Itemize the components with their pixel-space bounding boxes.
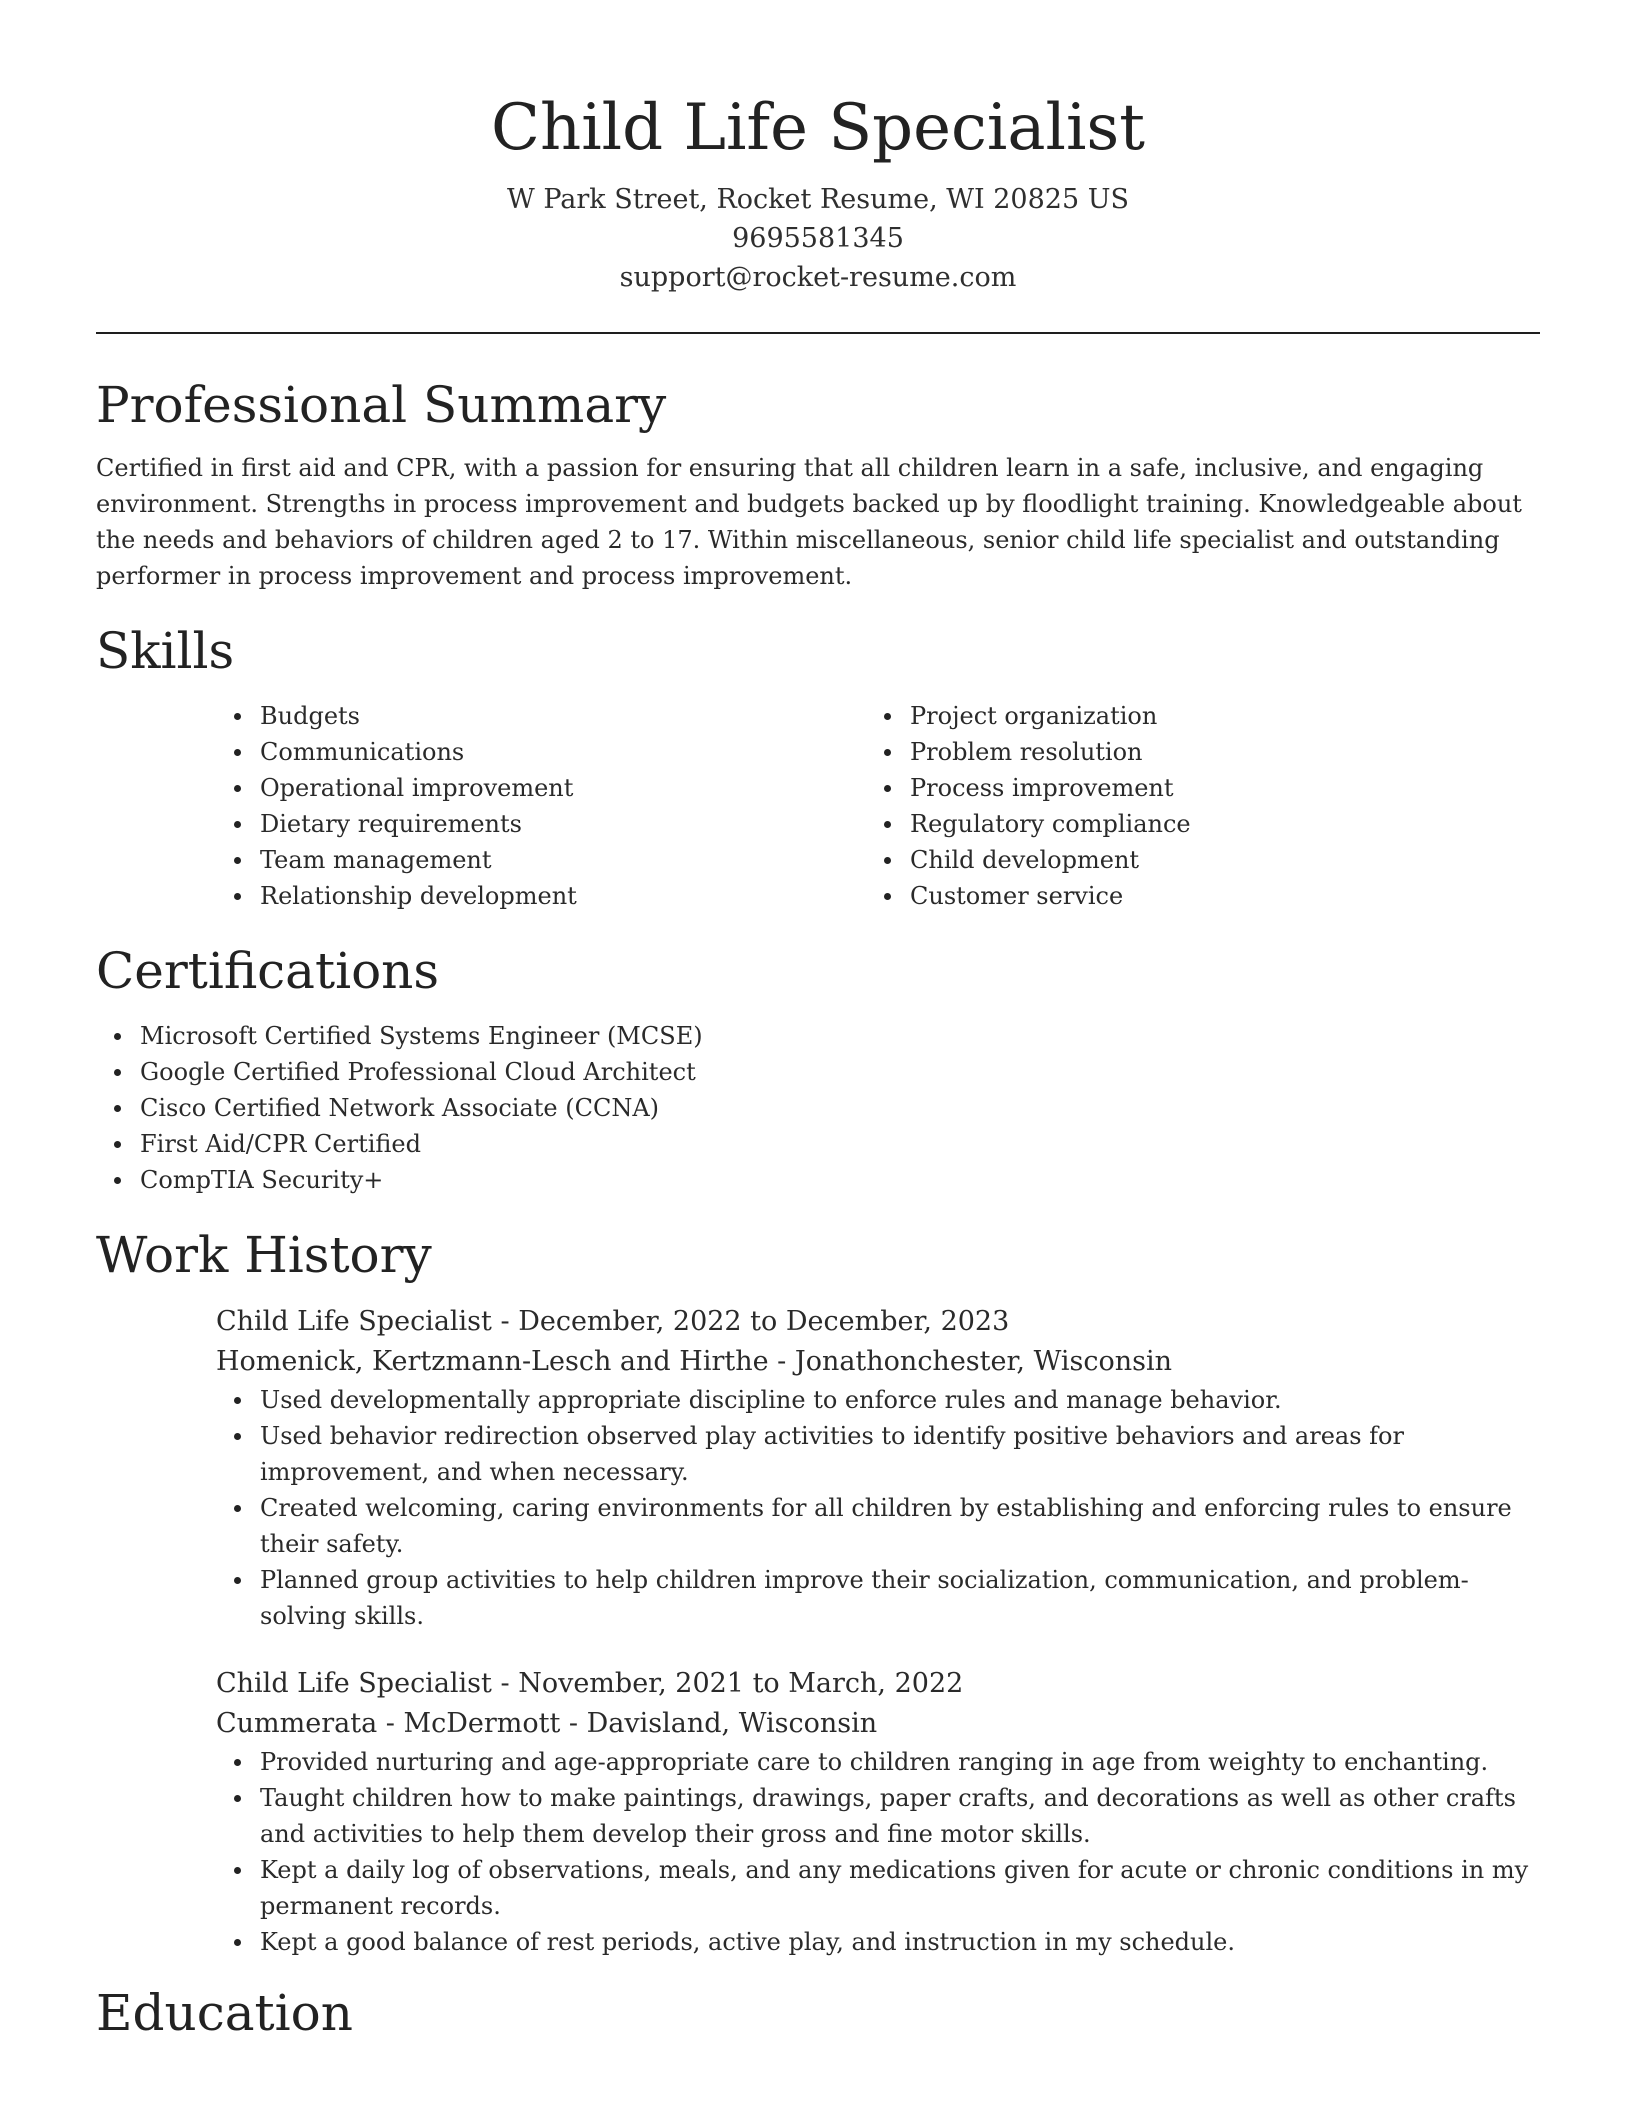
job-bullet: Created welcoming, caring environments for all children by establishing and enforcing rules to ensure their safety. [260,1490,1540,1562]
job-company: Homenick, Kertzmann-Lesch and Hirthe [216,1346,769,1377]
job-title-line [216,1664,1540,1704]
header-divider [96,332,1540,334]
skill-item: Child development [910,842,1516,878]
education-section [96,1982,1540,2044]
resume-page [96,0,1540,2044]
job-location: - Davisland, Wisconsin [560,1708,878,1739]
skill-item: Dietary requirements [260,806,866,842]
job-bullets [216,1744,1540,1960]
job-dates: - November, 2021 to March, 2022 [491,1668,964,1699]
job-entry [216,1664,1540,1960]
skills-grid [216,698,1540,914]
skills-column-left [216,698,866,914]
job-dates: - December, 2022 to December, 2023 [491,1306,1010,1337]
job-company-line [216,1342,1540,1382]
education-title: Education [96,1984,353,2042]
job-bullets [216,1382,1540,1634]
skill-item: Problem resolution [910,734,1516,770]
job-location: - Jonathonchester, Wisconsin [768,1346,1173,1377]
job-title: Child Life Specialist [216,1668,492,1699]
summary-title: Professional Summary [96,376,667,434]
skills-column-right [866,698,1516,914]
skills-list-right [866,698,1516,914]
job-bullet: Taught children how to make paintings, drawings, paper crafts, and decorations as well as other crafts and activities to help them develop their gross and fine motor skills. [260,1780,1540,1852]
skill-item: Project organization [910,698,1516,734]
job-bullet: Kept a good balance of rest periods, active play, and instruction in my schedule. [260,1924,1540,1960]
skill-item: Budgets [260,698,866,734]
skill-item: Operational improvement [260,770,866,806]
job-company-line [216,1704,1540,1744]
certification-item: Cisco Certified Network Associate (CCNA) [140,1090,1540,1126]
work-history-title: Work History [96,1226,432,1284]
certification-item: Microsoft Certified Systems Engineer (MCSE) [140,1018,1540,1054]
contact-address: W Park Street, Rocket Resume, WI 20825 US [507,184,1129,215]
job-company: Cummerata - McDermott [216,1708,561,1739]
job-bullet: Planned group activities to help children improve their socialization, communication, and problem-solving skills. [260,1562,1540,1634]
resume-name: Child Life Specialist [491,91,1145,165]
certification-item: Google Certified Professional Cloud Architect [140,1054,1540,1090]
skill-item: Team management [260,842,866,878]
skill-item: Relationship development [260,878,866,914]
job-bullet: Kept a daily log of observations, meals, and any medications given for acute or chronic conditions in my permanent records. [260,1852,1540,1924]
summary-section [96,374,1540,594]
skills-title: Skills [96,622,235,680]
certifications-section [96,940,1540,1198]
skill-item: Communications [260,734,866,770]
work-history-section [96,1224,1540,1960]
job-bullet: Used behavior redirection observed play activities to identify positive behaviors and areas for improvement, and when necessary. [260,1418,1540,1490]
job-bullet: Provided nurturing and age-appropriate care to children ranging in age from weighty to enchanting. [260,1744,1540,1780]
job-entry [216,1302,1540,1634]
certification-item: CompTIA Security+ [140,1162,1540,1198]
contact-email: support@rocket-resume.com [619,262,1017,293]
skills-list-left [216,698,866,914]
job-title-line [216,1302,1540,1342]
skill-item: Customer service [910,878,1516,914]
summary-text: Certified in first aid and CPR, with a passion for ensuring that all children learn in a safe, inclusive, and engaging environment. Strengths in process improvement and budgets backed up by floodlight training. Knowledgeable about the needs and behaviors of children aged 2 to 17. Within miscellaneous, senior child life specialist and outstanding performer in process improvement and process improvement. [96,454,1522,590]
job-bullet: Used developmentally appropriate discipline to enforce rules and manage behavior. [260,1382,1540,1418]
job-title: Child Life Specialist [216,1306,492,1337]
contact-block [96,180,1540,297]
skill-item: Process improvement [910,770,1516,806]
resume-header [96,0,1540,297]
certification-item: First Aid/CPR Certified [140,1126,1540,1162]
skills-section [96,620,1540,914]
certifications-title: Certifications [96,942,440,1000]
skill-item: Regulatory compliance [910,806,1516,842]
contact-phone: 9695581345 [732,223,904,254]
certifications-list [96,1018,1540,1198]
